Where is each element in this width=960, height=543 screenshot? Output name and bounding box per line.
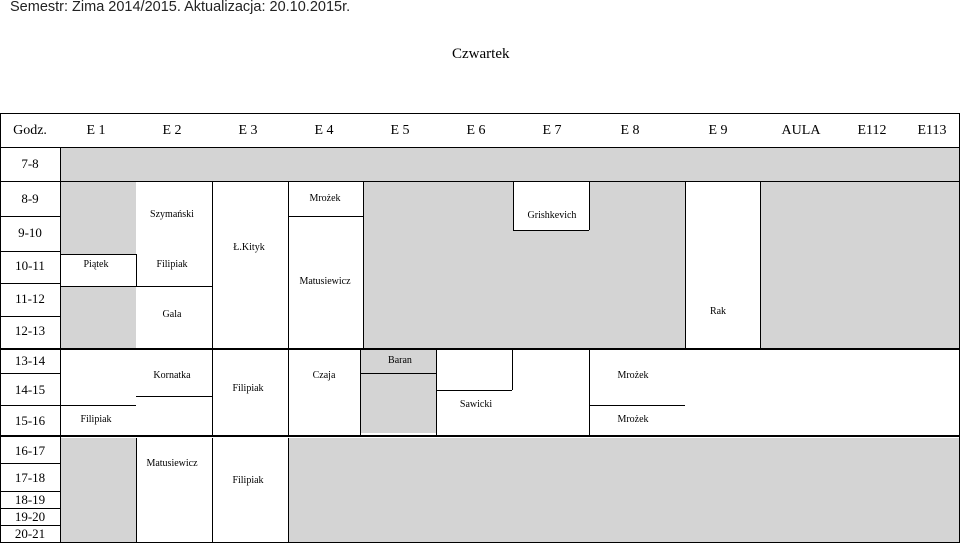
time-label: 15-16 (14, 413, 46, 428)
col-header-e6: E 6 (466, 123, 486, 138)
time-label: 10-11 (15, 258, 45, 273)
col-header-e112: E112 (857, 123, 887, 138)
blocked-slot-7-8 (60, 147, 760, 181)
blocked-e1-16-21 (60, 438, 136, 543)
blocked-e8-8-13 (589, 182, 685, 348)
block-e9 (685, 182, 760, 348)
class-entry: Mrożek (309, 193, 341, 204)
class-entry: Matusiewicz (146, 458, 198, 469)
class-entry: Mrożek (617, 414, 649, 425)
class-entry: Filipiak (232, 475, 264, 486)
semester-info: Semestr: Zima 2014/2015. Aktualizacja: 20.10.2015r. (10, 0, 351, 15)
class-entry: Filipiak (80, 414, 112, 425)
class-entry: Czaja (312, 370, 336, 381)
time-label: 16-17 (14, 443, 46, 458)
class-entry: Filipiak (232, 383, 264, 394)
class-entry: Baran (388, 355, 412, 366)
col-header-e3: E 3 (238, 123, 258, 138)
col-header-e113: E113 (917, 123, 947, 138)
time-label: 17-18 (14, 470, 46, 485)
col-header-e9: E 9 (708, 123, 728, 138)
col-header-e2: E 2 (162, 123, 182, 138)
col-header-godz: Godz. (13, 123, 47, 138)
time-label: 12-13 (14, 323, 46, 338)
col-header-e5: E 5 (390, 123, 410, 138)
time-label: 18-19 (14, 492, 46, 507)
blocked-e7-10-13 (513, 230, 589, 348)
class-entry: Filipiak (156, 259, 188, 270)
blocked-aula-e113-7-13 (760, 147, 960, 348)
time-label: 11-12 (15, 291, 45, 306)
day-title: Czwartek (452, 46, 510, 62)
time-label: 8-9 (21, 191, 39, 206)
time-label: 19-20 (14, 509, 46, 524)
blocked-e5e6-8-13 (363, 182, 513, 348)
block-e3 (212, 182, 288, 348)
col-header-e4: E 4 (314, 123, 334, 138)
col-header-e8: E 8 (620, 123, 640, 138)
class-entry: Matusiewicz (299, 276, 351, 287)
class-entry: Kornatka (153, 370, 191, 381)
time-label: 9-10 (18, 225, 42, 240)
time-label: 13-14 (14, 353, 46, 368)
blocked-e4-e113-16-21 (288, 438, 960, 543)
blocked-e1-8-10 (60, 182, 136, 254)
col-header-e7: E 7 (542, 123, 562, 138)
col-header-aula: AULA (781, 123, 821, 138)
block-e7-8-10 (513, 182, 589, 230)
block-e4 (288, 182, 364, 348)
class-entry: Mrożek (617, 370, 649, 381)
class-entry: Gala (162, 309, 182, 320)
blocked-e1-11-13 (60, 286, 136, 348)
col-header-e1: E 1 (86, 123, 106, 138)
time-label: 14-15 (14, 382, 46, 397)
class-entry: Sawicki (459, 399, 493, 410)
class-entry: Piątek (83, 259, 109, 270)
class-entry: Szymański (150, 209, 194, 220)
time-label: 7-8 (21, 156, 39, 171)
time-label: 20-21 (14, 526, 46, 541)
class-entry: Grishkevich (527, 210, 577, 221)
class-entry: Rak (709, 306, 727, 317)
class-entry: Ł.Kityk (233, 242, 265, 253)
